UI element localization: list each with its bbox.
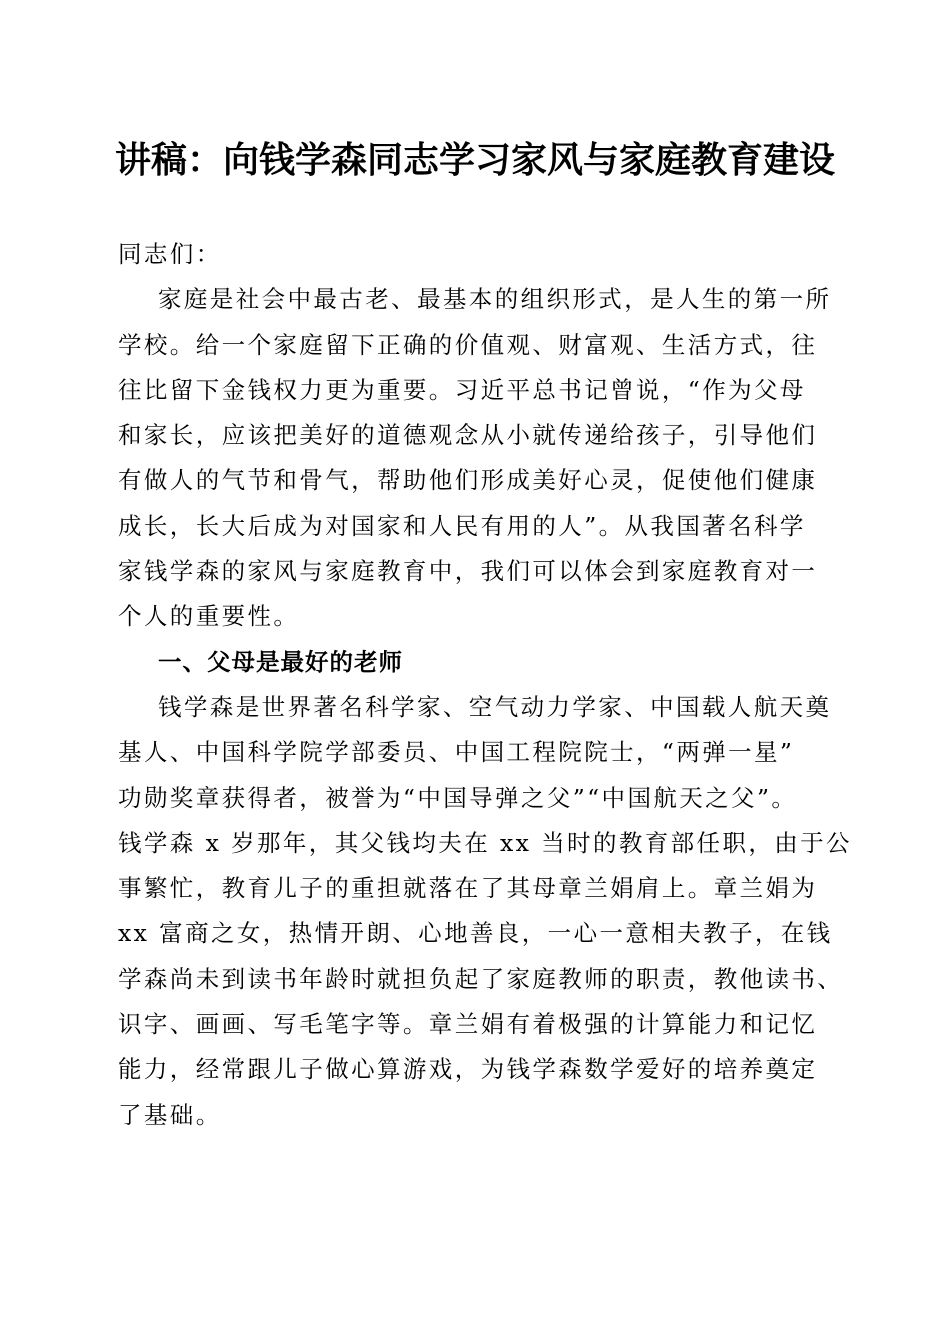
paragraph-line: 事繁忙，教育儿子的重担就落在了其母章兰娟肩上。章兰娟为: [118, 874, 818, 903]
paragraph-line: 和家长，应该把美好的道德观念从小就传递给孩子，引导他们: [118, 421, 818, 450]
paragraph-line: 家钱学森的家风与家庭教育中，我们可以体会到家庭教育对一: [118, 557, 818, 586]
paragraph-line: 钱学森是世界著名科学家、空气动力学家、中国载人航天奠: [158, 692, 832, 721]
document-body: [118, 232, 852, 1138]
paragraph-line: 了基础。: [118, 1100, 222, 1129]
paragraph-line: 学校。给一个家庭留下正确的价值观、财富观、生活方式，往: [118, 330, 818, 359]
paragraph-line: 家庭是社会中最古老、最基本的组织形式，是人生的第一所: [158, 285, 832, 314]
paragraph-line: 学森尚未到读书年龄时就担负起了家庭教师的职责，教他读书、: [118, 964, 844, 993]
salutation: 同志们：: [118, 240, 222, 268]
paragraph-line: 有做人的气节和骨气，帮助他们形成美好心灵，促使他们健康: [118, 466, 818, 495]
paragraph-line: 能力，经常跟儿子做心算游戏，为钱学森数学爱好的培养奠定: [118, 1055, 818, 1084]
paragraph-line: 基人、中国科学院学部委员、中国工程院院士，“两弹一星”: [118, 738, 795, 767]
document-title: 讲稿：向钱学森同志学习家风与家庭教育建设: [114, 139, 835, 181]
section-heading: 一、父母是最好的老师: [158, 647, 403, 676]
paragraph-line: 功勋奖章获得者，被誉为“中国导弹之父”“中国航天之父”。: [118, 783, 798, 812]
paragraph-line: xx 富商之女，热情开朗、心地善良，一心一意相夫教子，在钱: [118, 919, 833, 948]
paragraph-line: 钱学森 x 岁那年，其父钱均夫在 xx 当时的教育部任职，由于公: [118, 828, 852, 857]
paragraph-line: 识字、画画、写毛笔字等。章兰娟有着极强的计算能力和记忆: [118, 1010, 818, 1039]
paragraph-line: 往比留下金钱权力更为重要。习近平总书记曾说，“作为父母: [118, 375, 806, 404]
paragraph-1: [118, 277, 834, 639]
paragraph-line: 成长，长大后成为对国家和人民有用的人”。从我国著名科学: [118, 511, 806, 540]
paragraph-line: 个人的重要性。: [118, 602, 300, 631]
paragraph-2: [118, 685, 852, 1138]
